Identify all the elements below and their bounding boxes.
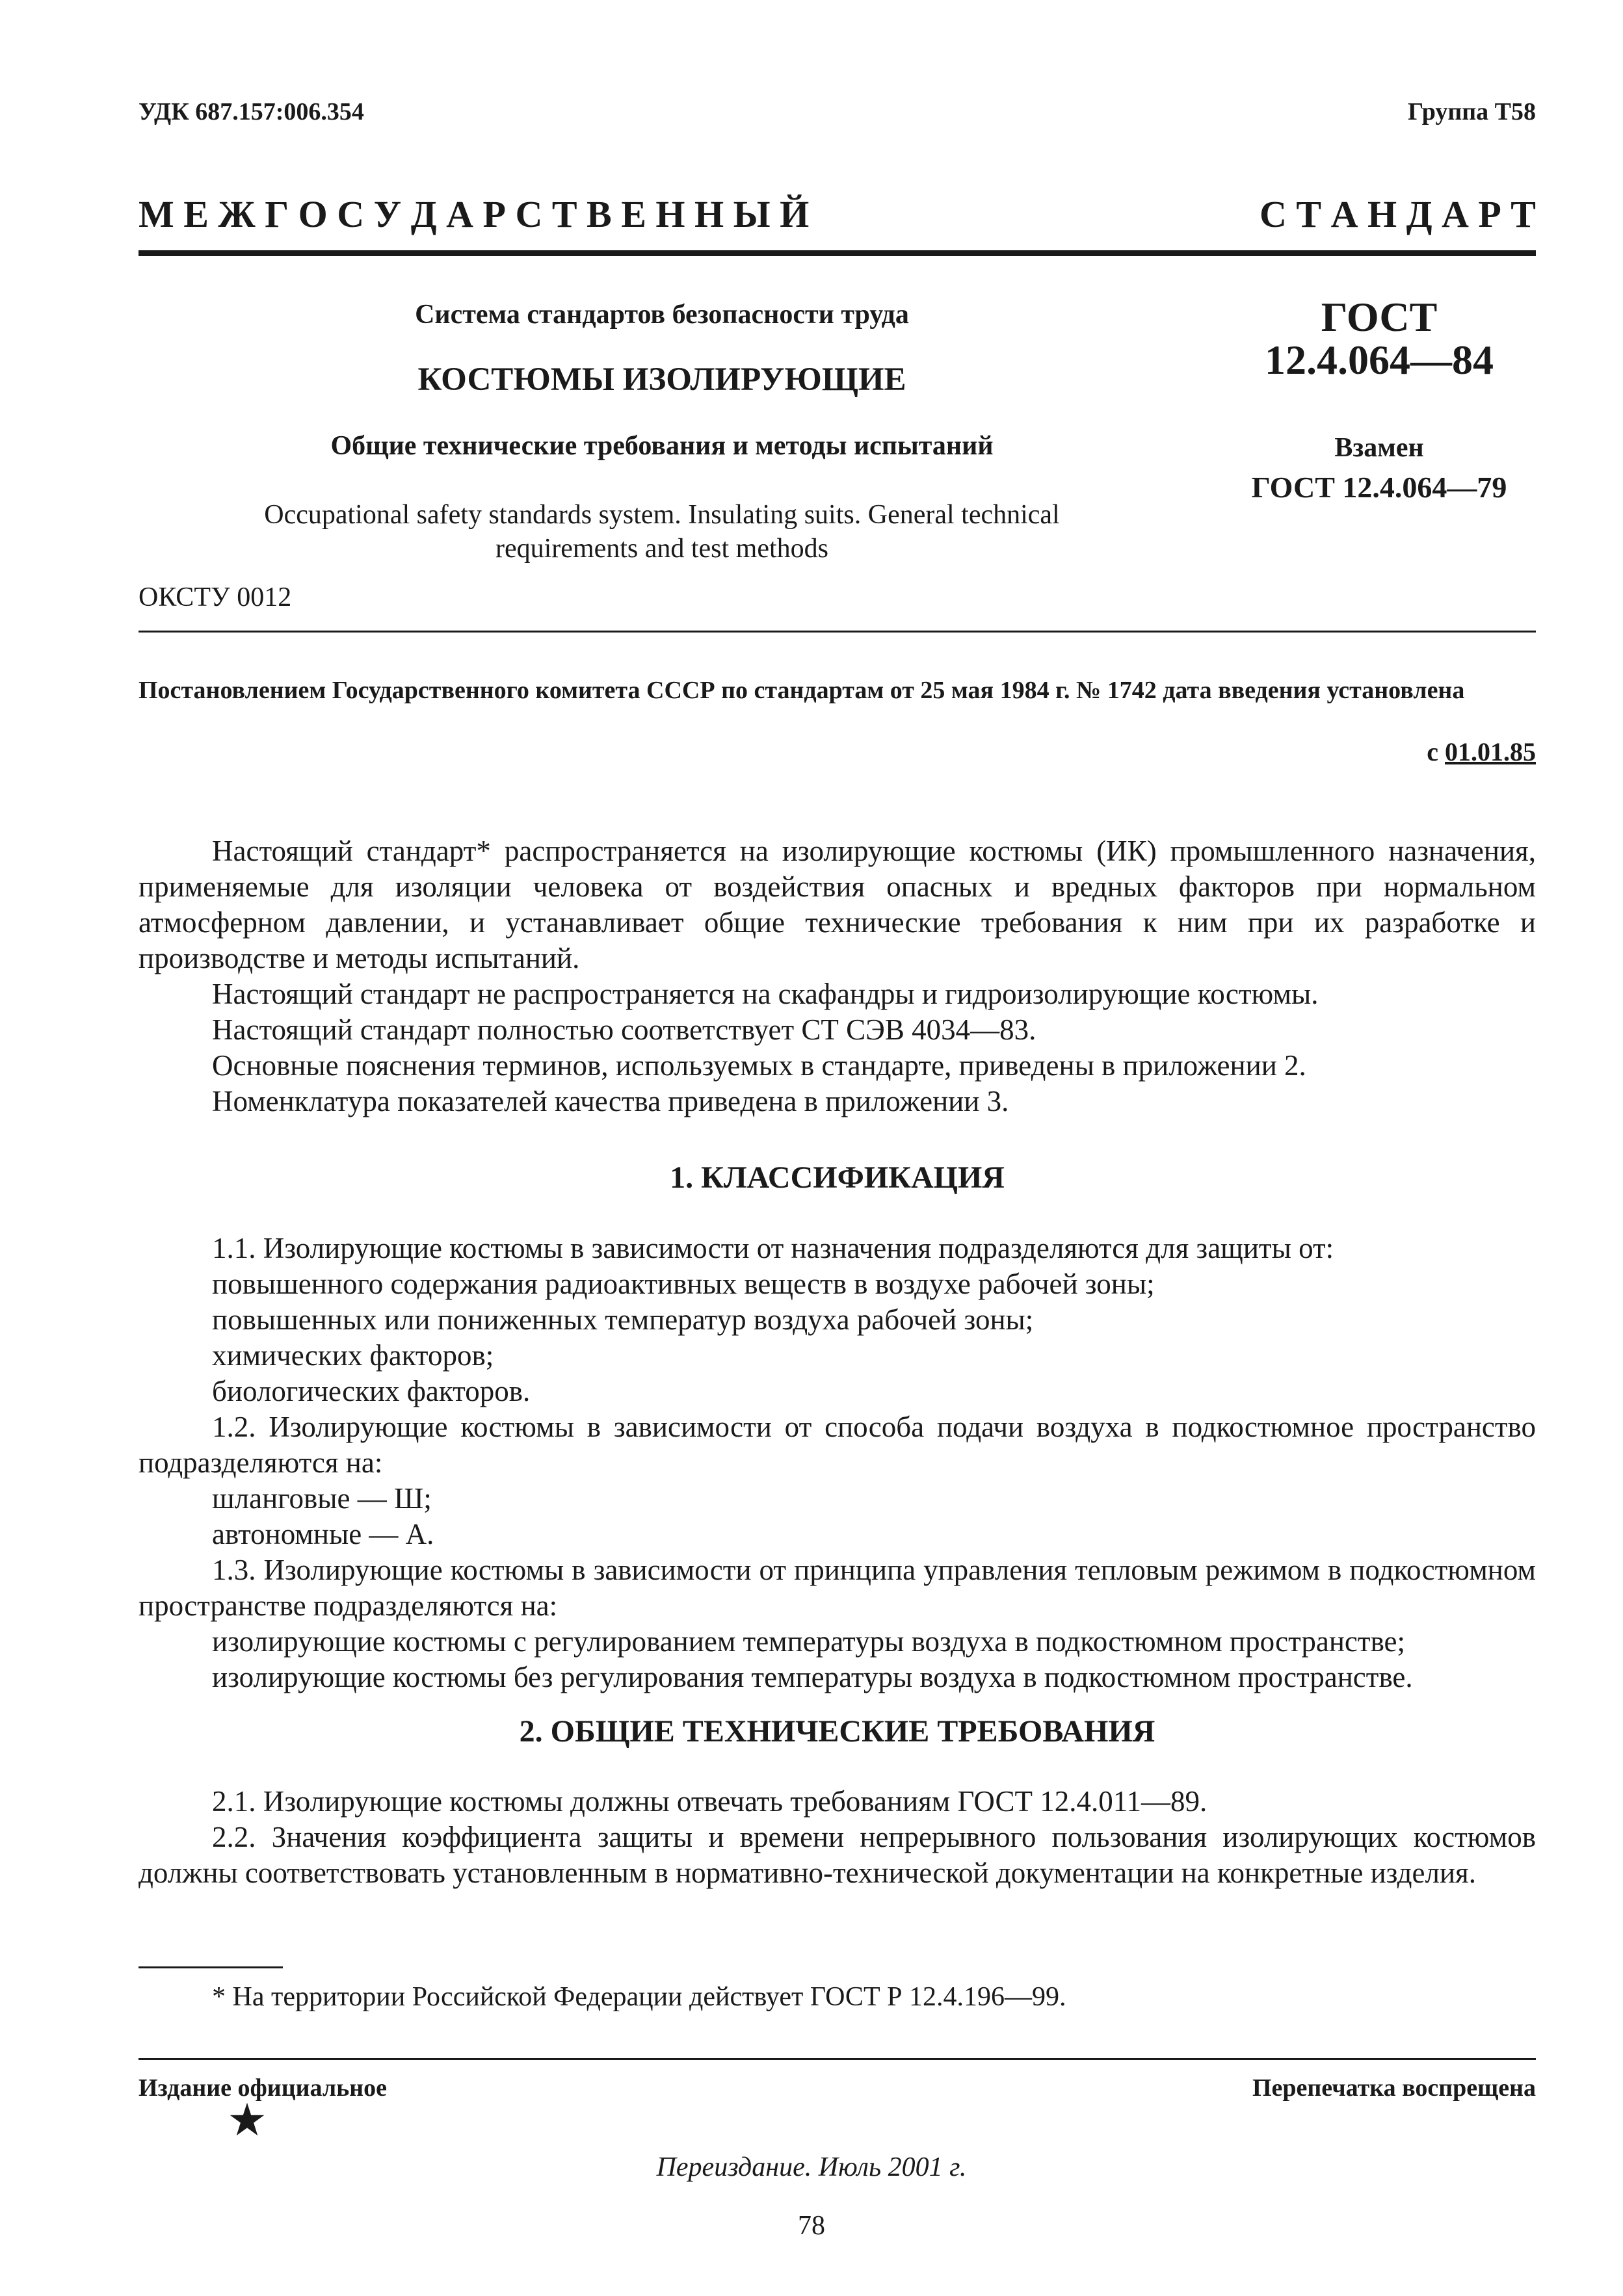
gost-designation — [1222, 296, 1536, 382]
clause-1-2: 1.2. Изолирующие костюмы в зависимости от способа подачи воздуха в подкостюмное пространство подразделяются на: — [139, 1411, 1536, 1479]
banner-left: М Е Ж Г О С У Д А Р С Т В Е Н Н Ы Й — [139, 193, 810, 235]
intro-paragraph: Настоящий стандарт не распространяется на скафандры и гидроизолирующие костюмы. — [212, 978, 1319, 1010]
section-2-heading: 2. ОБЩИЕ ТЕХНИЧЕСКИЕ ТРЕБОВАНИЯ — [519, 1714, 1155, 1749]
interstate-standard-banner — [139, 192, 1536, 236]
intro-paragraph: Настоящий стандарт полностью соответствует СТ СЭВ 4034—83. — [212, 1013, 1036, 1046]
clause-2-1: 2.1. Изолирующие костюмы должны отвечать требованиям ГОСТ 12.4.011—89. — [212, 1785, 1207, 1818]
intro-paragraph: Настоящий стандарт* распространяется на изолирующие костюмы (ИК) промышленного назначения, применяемые для изоляции человека от воздействия опасных и вредных факторов при нормальном атмосферном давлении, и устанавливает общие технические требования к ним при их разработке и производстве и методы испытаний. — [139, 835, 1536, 974]
english-title-line-1: Occupational safety standards system. Insulating suits. General technical — [264, 500, 1060, 530]
section-1-body — [139, 1231, 1536, 1695]
list-item: повышенных или пониженных температур воздуха рабочей зоны; — [212, 1303, 1034, 1336]
clause-2-2: 2.2. Значения коэффициента защиты и времени непрерывного пользования изолирующих костюмов должны соответствовать установленным в нормативно-технической документации на конкретные изделия. — [139, 1821, 1536, 1889]
reissue-note: Переиздание. Июль 2001 г. — [656, 2152, 967, 2182]
okstu-code: ОКСТУ 0012 — [139, 582, 292, 612]
list-item: шланговые — Ш; — [212, 1482, 432, 1515]
intro-paragraph: Номенклатура показателей качества приведена в приложении 3. — [212, 1085, 1009, 1117]
clause-1-3: 1.3. Изолирующие костюмы в зависимости от принципа управления тепловым режимом в подкостюмном пространстве подразделяются на: — [139, 1554, 1536, 1622]
decree-text: Постановлением Государственного комитета СССР по стандартам от 25 мая 1984 г. № 1742 дата введения установлена — [139, 677, 1465, 704]
star-icon — [229, 2102, 265, 2138]
clause-1-1: 1.1. Изолирующие костюмы в зависимости от назначения подразделяются для защиты от: — [212, 1232, 1334, 1264]
date-prefix: с — [1427, 737, 1438, 766]
header-rule — [139, 250, 1536, 256]
page-number: 78 — [798, 2211, 825, 2241]
system-title: Система стандартов безопасности труда — [415, 300, 909, 330]
replaces-value: ГОСТ 12.4.064—79 — [1251, 471, 1507, 504]
footnote-rule — [139, 1966, 283, 1968]
group-code: Группа Т58 — [1407, 98, 1536, 125]
list-item: автономные — А. — [212, 1518, 434, 1550]
reprint-prohibited-label: Перепечатка воспрещена — [1252, 2074, 1536, 2102]
title-block-rule — [139, 631, 1536, 633]
introduction-date — [1427, 737, 1536, 767]
list-item: изолирующие костюмы с регулированием температуры воздуха в подкостюмном пространстве; — [212, 1625, 1406, 1658]
date-value: 01.01.85 — [1445, 737, 1536, 766]
list-item: повышенного содержания радиоактивных веществ в воздухе рабочей зоны; — [212, 1268, 1155, 1300]
document-subtitle: Общие технические требования и методы испытаний — [330, 431, 994, 461]
english-title-line-2: requirements and test methods — [495, 534, 829, 564]
list-item: химических факторов; — [212, 1339, 494, 1372]
official-edition-label: Издание официальное — [139, 2074, 388, 2102]
replaces-label: Взамен — [1334, 433, 1424, 463]
banner-right: С Т А Н Д А Р Т — [1260, 193, 1536, 235]
footnote: * На территории Российской Федерации действует ГОСТ Р 12.4.196—99. — [212, 1982, 1066, 2012]
section-2-body — [139, 1784, 1536, 1891]
gost-number: 12.4.064—84 — [1265, 337, 1494, 383]
english-title — [139, 498, 1185, 566]
document-title: КОСТЮМЫ ИЗОЛИРУЮЩИЕ — [417, 361, 906, 398]
udk-code: УДК 687.157:006.354 — [139, 98, 364, 125]
list-item: биологических факторов. — [212, 1375, 531, 1407]
intro-paragraph: Основные пояснения терминов, используемых в стандарте, приведены в приложении 2. — [212, 1049, 1306, 1082]
footer-rule — [139, 2058, 1536, 2060]
section-1-heading: 1. КЛАССИФИКАЦИЯ — [670, 1160, 1005, 1195]
list-item: изолирующие костюмы без регулирования температуры воздуха в подкостюмном пространстве. — [212, 1661, 1413, 1693]
intro-block — [139, 833, 1536, 1119]
gost-label: ГОСТ — [1321, 294, 1438, 340]
